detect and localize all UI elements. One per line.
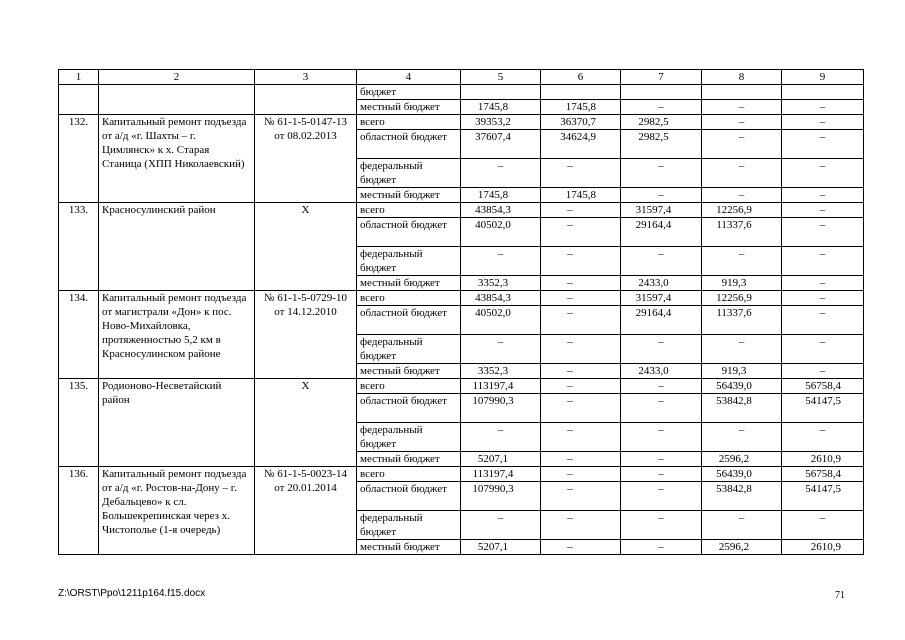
amount-cell: –	[702, 115, 782, 130]
amount-cell: –	[541, 452, 621, 467]
amount-cell: 5207,1	[461, 452, 541, 467]
amount-cell: –	[702, 423, 782, 452]
funding-source-label: областной бюджет	[357, 394, 461, 423]
amount-cell: 37607,4	[461, 130, 541, 159]
amount-cell: 2596,2	[702, 452, 782, 467]
amount-cell: –	[702, 511, 782, 540]
amount-cell: 107990,3	[461, 482, 541, 511]
funding-source-label: областной бюджет	[357, 218, 461, 247]
column-number: 5	[461, 70, 541, 85]
column-number: 9	[782, 70, 864, 85]
amount-cell: 54147,5	[782, 394, 864, 423]
amount-cell: 2982,5	[621, 115, 702, 130]
amount-cell: 29164,4	[621, 218, 702, 247]
amount-cell: –	[621, 247, 702, 276]
row-number-cell: 136.	[59, 467, 99, 555]
amount-cell: –	[541, 247, 621, 276]
amount-cell: –	[541, 335, 621, 364]
funding-source-label: всего	[357, 467, 461, 482]
amount-cell	[541, 85, 621, 100]
funding-source-label: областной бюджет	[357, 482, 461, 511]
funding-source-label: местный бюджет	[357, 364, 461, 379]
amount-cell: 12256,9	[702, 291, 782, 306]
amount-cell: –	[782, 130, 864, 159]
amount-cell: 919,3	[702, 276, 782, 291]
amount-cell	[702, 85, 782, 100]
document-path: Z:\ORST\Ppo\1211p164.f15.docx	[58, 588, 206, 599]
amount-cell: 11337,6	[702, 306, 782, 335]
amount-cell: –	[461, 159, 541, 188]
amount-cell: –	[621, 511, 702, 540]
amount-cell: –	[782, 203, 864, 218]
amount-cell: –	[702, 159, 782, 188]
column-number: 7	[621, 70, 702, 85]
amount-cell: 53842,8	[702, 482, 782, 511]
object-name-cell: Капитальный ремонт подъезда от а/д «г. Ростов-на-Дону – г. Дебальцево» к сл. Большекрепинская через х. Чистополье (1-я очередь)	[99, 467, 255, 555]
amount-cell: –	[621, 452, 702, 467]
row-number-cell: 133.	[59, 203, 99, 291]
amount-cell: 5207,1	[461, 540, 541, 555]
document-cell: № 61-1-5-0729-10 от 14.12.2010	[255, 291, 357, 379]
amount-cell	[621, 85, 702, 100]
table-row	[59, 203, 864, 218]
amount-cell: –	[541, 467, 621, 482]
column-number: 2	[99, 70, 255, 85]
amount-cell: –	[621, 467, 702, 482]
amount-cell	[461, 85, 541, 100]
amount-cell: –	[782, 364, 864, 379]
table-body	[59, 85, 864, 555]
funding-source-label: областной бюджет	[357, 306, 461, 335]
funding-source-label: бюджет	[357, 85, 461, 100]
amount-cell: 3352,3	[461, 276, 541, 291]
amount-cell: –	[702, 247, 782, 276]
funding-source-label: федеральный бюджет	[357, 335, 461, 364]
amount-cell	[782, 85, 864, 100]
amount-cell: 1745,8	[461, 100, 541, 115]
row-number-cell: 132.	[59, 115, 99, 203]
object-name-cell	[99, 85, 255, 115]
row-number-cell	[59, 85, 99, 115]
budget-table	[58, 69, 864, 555]
funding-source-label: федеральный бюджет	[357, 159, 461, 188]
amount-cell: 54147,5	[782, 482, 864, 511]
amount-cell: –	[541, 203, 621, 218]
amount-cell: 39353,2	[461, 115, 541, 130]
amount-cell: 107990,3	[461, 394, 541, 423]
funding-source-label: местный бюджет	[357, 100, 461, 115]
amount-cell: 113197,4	[461, 379, 541, 394]
amount-cell: –	[541, 540, 621, 555]
column-number: 3	[255, 70, 357, 85]
amount-cell: –	[541, 218, 621, 247]
amount-cell: –	[541, 291, 621, 306]
amount-cell: –	[541, 482, 621, 511]
column-number-row	[59, 70, 864, 85]
funding-source-label: федеральный бюджет	[357, 423, 461, 452]
amount-cell: –	[541, 511, 621, 540]
amount-cell: –	[621, 540, 702, 555]
carry-over-row	[59, 85, 864, 100]
amount-cell: –	[702, 188, 782, 203]
table-row	[59, 291, 864, 306]
amount-cell: –	[782, 159, 864, 188]
amount-cell: 56758,4	[782, 467, 864, 482]
amount-cell: 36370,7	[541, 115, 621, 130]
amount-cell: –	[541, 423, 621, 452]
amount-cell: –	[621, 188, 702, 203]
amount-cell: 2610,9	[782, 452, 864, 467]
funding-source-label: всего	[357, 115, 461, 130]
funding-source-label: областной бюджет	[357, 130, 461, 159]
amount-cell: –	[621, 482, 702, 511]
document-cell: № 61-1-5-0023-14 от 20.01.2014	[255, 467, 357, 555]
row-number-cell: 135.	[59, 379, 99, 467]
table-row	[59, 379, 864, 394]
amount-cell: –	[621, 159, 702, 188]
amount-cell: 2596,2	[702, 540, 782, 555]
amount-cell: –	[621, 379, 702, 394]
amount-cell: 2610,9	[782, 540, 864, 555]
funding-source-label: местный бюджет	[357, 276, 461, 291]
amount-cell: –	[541, 394, 621, 423]
amount-cell: 40502,0	[461, 306, 541, 335]
funding-source-label: всего	[357, 203, 461, 218]
object-name-cell: Капитальный ремонт подъезда от а/д «г. Шахты – г. Цимлянск» к х. Старая Станица (ХПП Николаевский)	[99, 115, 255, 203]
amount-cell: 113197,4	[461, 467, 541, 482]
amount-cell: 43854,3	[461, 291, 541, 306]
column-number: 8	[702, 70, 782, 85]
document-cell: Х	[255, 379, 357, 467]
amount-cell: 56439,0	[702, 467, 782, 482]
amount-cell: –	[782, 306, 864, 335]
amount-cell: 34624,9	[541, 130, 621, 159]
amount-cell: –	[621, 394, 702, 423]
amount-cell: –	[782, 335, 864, 364]
amount-cell: 31597,4	[621, 203, 702, 218]
funding-source-label: федеральный бюджет	[357, 247, 461, 276]
page-number: 71	[835, 590, 845, 601]
amount-cell: –	[461, 247, 541, 276]
object-name-cell: Капитальный ремонт подъезда от магистрали «Дон» к пос. Ново-Михайловка, протяженностью 5,2 км в Красносулинском районе	[99, 291, 255, 379]
amount-cell: –	[782, 511, 864, 540]
table-row	[59, 115, 864, 130]
amount-cell: –	[782, 218, 864, 247]
amount-cell: –	[541, 159, 621, 188]
funding-source-label: местный бюджет	[357, 452, 461, 467]
amount-cell: –	[782, 276, 864, 291]
amount-cell: 29164,4	[621, 306, 702, 335]
amount-cell: –	[782, 188, 864, 203]
amount-cell: –	[621, 423, 702, 452]
amount-cell: 12256,9	[702, 203, 782, 218]
document-cell: № 61-1-5-0147-13 от 08.02.2013	[255, 115, 357, 203]
amount-cell: –	[541, 276, 621, 291]
amount-cell: 2433,0	[621, 276, 702, 291]
column-number: 6	[541, 70, 621, 85]
amount-cell: 43854,3	[461, 203, 541, 218]
amount-cell: 56439,0	[702, 379, 782, 394]
column-number: 4	[357, 70, 461, 85]
amount-cell: 2433,0	[621, 364, 702, 379]
document-cell	[255, 85, 357, 115]
amount-cell: –	[782, 115, 864, 130]
amount-cell: 40502,0	[461, 218, 541, 247]
amount-cell: 1745,8	[461, 188, 541, 203]
table-row	[59, 467, 864, 482]
amount-cell: 11337,6	[702, 218, 782, 247]
object-name-cell: Родионово-Несветайский район	[99, 379, 255, 467]
amount-cell: –	[782, 247, 864, 276]
document-cell: Х	[255, 203, 357, 291]
funding-source-label: всего	[357, 379, 461, 394]
amount-cell: 56758,4	[782, 379, 864, 394]
amount-cell: 53842,8	[702, 394, 782, 423]
amount-cell: –	[782, 291, 864, 306]
amount-cell: 31597,4	[621, 291, 702, 306]
column-number: 1	[59, 70, 99, 85]
funding-source-label: местный бюджет	[357, 540, 461, 555]
amount-cell: –	[621, 335, 702, 364]
amount-cell: –	[621, 100, 702, 115]
row-number-cell: 134.	[59, 291, 99, 379]
funding-source-label: всего	[357, 291, 461, 306]
amount-cell: –	[702, 130, 782, 159]
amount-cell: –	[702, 335, 782, 364]
object-name-cell: Красносулинский район	[99, 203, 255, 291]
funding-source-label: местный бюджет	[357, 188, 461, 203]
amount-cell: 3352,3	[461, 364, 541, 379]
amount-cell: –	[782, 423, 864, 452]
amount-cell: 919,3	[702, 364, 782, 379]
amount-cell: –	[461, 335, 541, 364]
amount-cell: –	[541, 364, 621, 379]
amount-cell: –	[461, 423, 541, 452]
amount-cell: –	[782, 100, 864, 115]
amount-cell: 2982,5	[621, 130, 702, 159]
funding-source-label: федеральный бюджет	[357, 511, 461, 540]
amount-cell: –	[541, 379, 621, 394]
amount-cell: –	[702, 100, 782, 115]
amount-cell: 1745,8	[541, 188, 621, 203]
amount-cell: 1745,8	[541, 100, 621, 115]
amount-cell: –	[541, 306, 621, 335]
amount-cell: –	[461, 511, 541, 540]
